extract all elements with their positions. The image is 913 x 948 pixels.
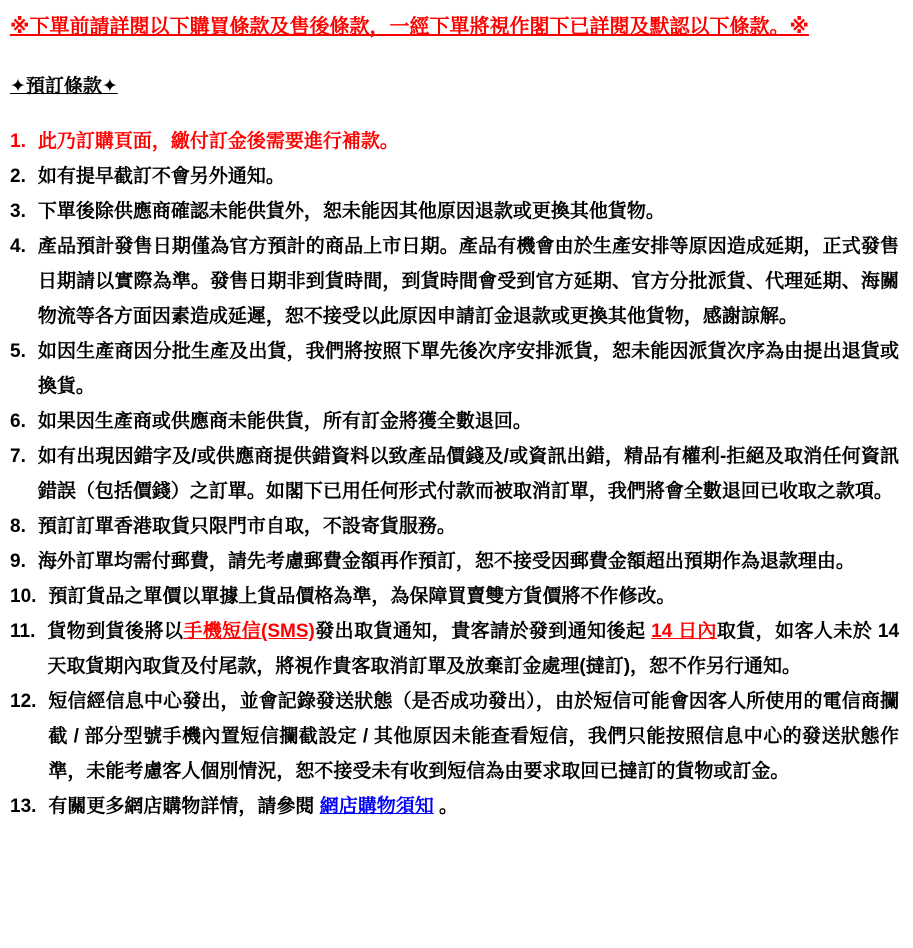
term-number: 1. (10, 131, 26, 152)
shop-guide-link[interactable]: 網店購物須知 (319, 796, 434, 817)
section-header-preorder-terms: ✦預訂條款✦ (10, 76, 118, 97)
term-text (38, 404, 899, 439)
term-number: 10. (10, 586, 37, 607)
term-item-13 (10, 789, 899, 824)
term-segment: 此乃訂購頁面，繳付訂金後需要進行補款。 (37, 131, 399, 152)
term-number: 3. (10, 201, 26, 222)
term-segment: 海外訂單均需付郵費，請先考慮郵費金額再作預訂，恕不接受因郵費金額超出預期作為退款理由。 (37, 551, 855, 572)
term-number: 8. (10, 516, 26, 537)
term-number: 13. (10, 796, 37, 817)
term-segment: 如有出現因錯字及/或供應商提供錯資料以致產品價錢及/或資訊出錯，精品有權利-拒絕及取消任何資訊錯誤（包括價錢）之訂單。如閣下已用任何形式付款而被取消訂單，我們將會全數退回已收取之款項。 (37, 446, 899, 502)
terms-list (10, 124, 899, 824)
term-item-3 (10, 194, 899, 229)
term-segment: 預訂訂單香港取貨只限門市自取，不設寄貨服務。 (37, 516, 456, 537)
document-title: ※下單前請詳閱以下購買條款及售後條款，一經下單將視作閣下已詳閱及默認以下條款。※ (10, 16, 809, 38)
term-segment: 如果因生產商或供應商未能供貨，所有訂金將獲全數退回。 (37, 411, 532, 432)
term-segment: 短信經信息中心發出，並會記錄發送狀態（是否成功發出），由於短信可能會因客人所使用的電信商攔截 / 部分型號手機內置短信攔截設定 / 其他原因未能查看短信，我們只能按照信息中心的發送狀態作準，未能考慮客人個別情況，恕不接受未有收到短信為由要求取回已撻訂的貨物或訂金。 (48, 691, 899, 782)
term-text (48, 684, 899, 789)
term-item-7 (10, 439, 899, 509)
term-text (38, 544, 899, 579)
term-item-6 (10, 404, 899, 439)
term-item-2 (10, 159, 899, 194)
term-item-9 (10, 544, 899, 579)
term-number: 2. (10, 166, 26, 187)
term-item-12 (10, 684, 899, 789)
term-segment: 如因生產商因分批生產及出貨，我們將按照下單先後次序安排派貨，恕未能因派貨次序為由提出退貨或換貨。 (37, 341, 899, 397)
term-item-11 (10, 614, 899, 684)
term-text (38, 229, 899, 334)
term-segment: 貨物到貨後將以 (47, 621, 184, 642)
term-item-1 (10, 124, 899, 159)
term-item-5 (10, 334, 899, 404)
term-item-10 (10, 579, 899, 614)
term-segment: 發出取貨通知，貴客請於發到通知後起 (314, 621, 652, 642)
term-number: 9. (10, 551, 26, 572)
term-text (38, 509, 899, 544)
term-segment: 有關更多網店購物詳情，請參閱 (48, 796, 320, 817)
term-item-8 (10, 509, 899, 544)
term-text (48, 789, 899, 824)
term-segment: 。 (433, 796, 458, 817)
highlighted-text: 手機短信(SMS) (183, 621, 315, 642)
term-number: 6. (10, 411, 26, 432)
term-segment: 預訂貨品之單價以單據上貨品價格為準，為保障買賣雙方貨價將不作修改。 (48, 586, 676, 607)
term-segment: 如有提早截訂不會另外通知。 (37, 166, 285, 187)
term-segment: 下單後除供應商確認未能供貨外，恕未能因其他原因退款或更換其他貨物。 (37, 201, 665, 222)
term-segment: 產品預計發售日期僅為官方預計的商品上市日期。產品有機會由於生產安排等原因造成延期，正式發售日期請以實際為準。發售日期非到貨時間，到貨時間會受到官方延期、官方分批派貨、代理延期、海關物流等各方面因素造成延遲，恕不接受以此原因申請訂金退款或更換其他貨物，感謝諒解。 (37, 236, 899, 327)
highlighted-text: 14 日內 (651, 621, 717, 642)
term-text (38, 124, 899, 159)
term-text (47, 614, 899, 684)
term-text (38, 159, 899, 194)
term-number: 11. (10, 621, 36, 642)
term-number: 7. (10, 446, 26, 467)
term-item-4 (10, 229, 899, 334)
term-number: 5. (10, 341, 26, 362)
term-text (48, 579, 899, 614)
term-text (38, 334, 899, 404)
term-number: 4. (10, 236, 26, 257)
term-text (38, 439, 899, 509)
term-text (38, 194, 899, 229)
term-number: 12. (10, 691, 37, 712)
term-segment: 取貨，如客人未於 14 天取貨期內取貨及付尾款，將視作貴客取消訂單及放棄訂金處理(撻訂)，恕不作另行通知。 (47, 621, 900, 677)
